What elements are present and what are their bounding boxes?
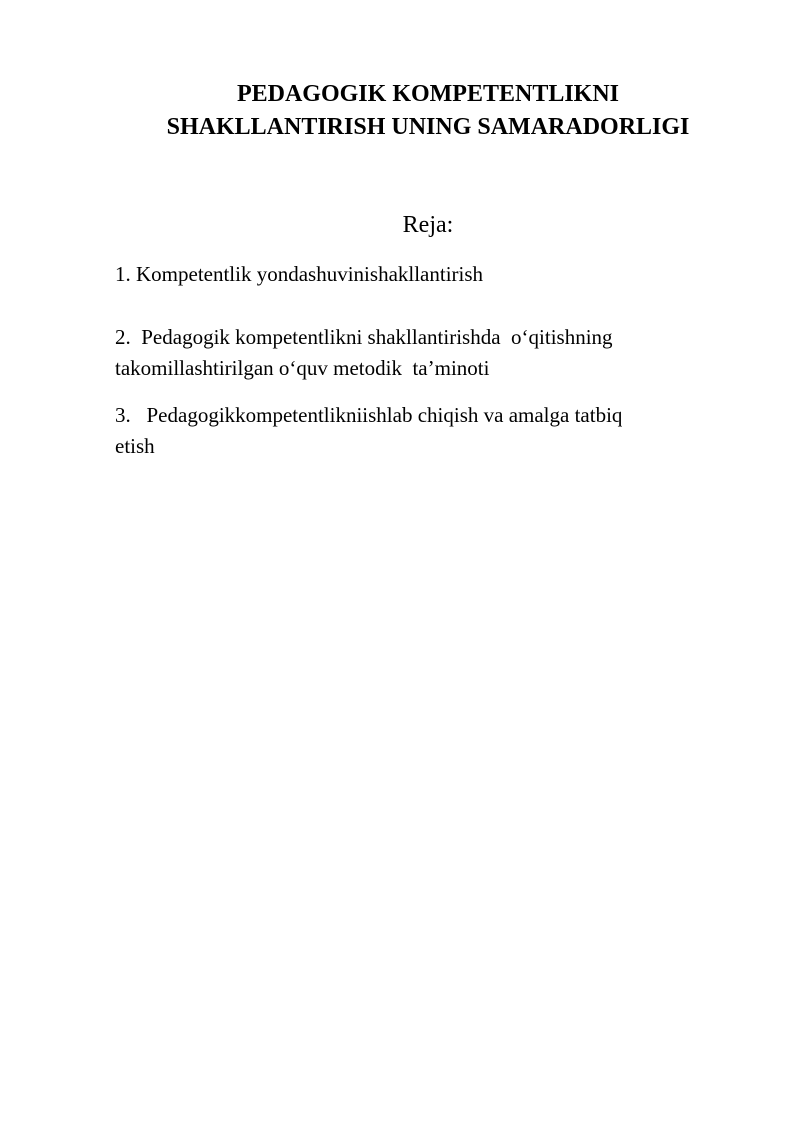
plan-item-3-line-2: etish bbox=[115, 434, 155, 458]
plan-item-1: 1. Kompetentlik yondashuvinishakllantirish bbox=[115, 262, 484, 286]
plan-item-2-line-2: takomillashtirilgan o‘quv metodik ta’minoti bbox=[115, 356, 490, 380]
plan-item-2-line-1: 2. Pedagogik kompetentlikni shakllantirishda o‘qitishning bbox=[115, 325, 613, 349]
plan-item-3-line-1: 3. Pedagogikkompetentlikniishlab chiqish va amalga tatbiq bbox=[115, 403, 623, 427]
document-title-line-1: PEDAGOGIK KOMPETENTLIKNI bbox=[236, 81, 620, 107]
plan-heading: Reja: bbox=[402, 212, 454, 238]
document-title-line-2: SHAKLLANTIRISH UNING SAMARADORLIGI bbox=[166, 114, 690, 140]
